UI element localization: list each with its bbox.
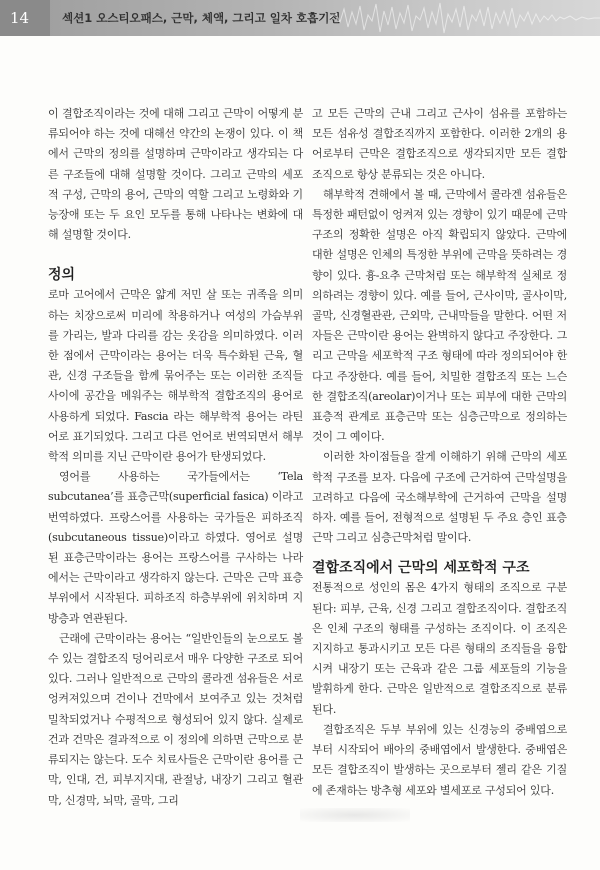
section-heading-definition: 정의 — [48, 267, 76, 284]
paragraph: 고 모든 근막의 근내 그리고 근사이 섬유를 포함하는 모든 섬유성 결합조직까지 포함한다. 이러한 2개의 용어로부터 근막은 결합조직으로 생각되지만 모든 결합조직으로 항상 분류되는 것은 아니다. — [312, 107, 567, 181]
paragraph: 해부학적 견해에서 볼 때, 근막에서 콜라겐 섬유들은 특정한 패턴없이 엉켜져 있는 경향이 있기 때문에 근막 구조의 정확한 설명은 아직 확립되지 않았다. 근막에 대한 설명은 인체의 특정한 부위에 근막을 뜻하려는 경향이 있다. 흉-요추 근막처럼 또는 해부학적 실체로 정의하려는 경향이 있다. 예를 들어, 근사이막, 골사이막, 골막, 신경혈관관, 근외막, 근내막들을 말한다. 어떤 저자들은 근막이란 용어는 완벽하지 않다고 주장한다. 그리고 근막을 세포학적 구조 형태에 따라 정의되어야 한다고 주장한다. 예를 들어, 치밀한 결합조직 또는 느슨한 결합조직(areolar)이거나 또는 피부에 대한 근막의 표층적 관계로 표층근막 또는 심층근막으로 정의하는 것이 그 예이다. — [312, 187, 567, 444]
paragraph: 로마 고어에서 근막은 얇게 저민 살 또는 귀족을 의미하는 치장으로써 미리에 착용하거나 여성의 가슴부위를 가리는, 발과 다리를 감는 옷감을 의미하였다. 이러한 점에서 근막이라는 용어는 더욱 특수화된 근육, 혈관, 신경 구조들을 함께 묶어주는 또는 이러한 조직들 사이에 공간을 메워주는 해부학적 결합조직의 용어로 사용하게 되었다. Fascia 라는 해부학적 용어는 라틴어로 표기되었다. 그리고 다른 언어로 번역되면서 해부학적 의미를 지닌 근막이란 용어가 탄생되었다. — [48, 288, 303, 464]
waveform-decoration — [330, 0, 600, 36]
paragraph: 영어를 사용하는 국가들에서는 ‘Tela subcutanea’를 표층근막(superficial fasica) 이라고 번역하였다. 프랑스어를 사용하는 국가들은 피하조직(subcutaneous tissue)이라고 하였다. 영어로 설명된 표층근막이라는 용어는 프랑스어를 구사하는 나라에서는 근막이라고 생각하지 않는다. 근막은 근막 표층부위에서 시작된다. 피하조직 하층부위에 위치하며 지방층과 연관된다. — [48, 470, 303, 625]
paragraph: 근래에 근막이라는 용어는 “일반인들의 눈으로도 볼 수 있는 결합조직 덩어리로서 매우 다양한 구조로 되어 있다. 그러나 일반적으로 근막의 콜라겐 섬유들은 서로 엉켜져있으며 건이나 건막에서 보여주고 있는 것처럼 밀착되었거나 수평적으로 형성되어 있지 않다. 실제로 건과 건막은 결과적으로 이 정의에 의하면 근막으로 분류되지는 않는다. 도수 치료사들은 근막이란 용어를 근막, 인대, 건, 피부지지대, 관절낭, 내장기 그리고 혈관막, 신경막, 뇌막, 골막, 그리 — [48, 631, 303, 807]
paragraph: 전통적으로 성인의 몸은 4가지 형태의 조직으로 구분된다: 피부, 근육, 신경 그리고 결합조직이다. 결합조직은 인체 구조의 형태를 구성하는 조직이다. 이 조직은 지지하고 통과시키고 모든 다른 형태의 조직들을 융합시켜 내장기 또는 근육과 같은 그룹 세포들의 기능을 발휘하게 한다. 근막은 일반적으로 결합조직으로 분류된다. — [312, 581, 567, 716]
paragraph: 이 결합조직이라는 것에 대해 그리고 근막이 어떻게 분류되어야 하는 것에 대해선 약간의 논쟁이 있다. 이 책에서 근막의 정의를 설명하며 근막이라고 생각되는 다른 구조들에 대해 설명할 것이다. 그리고 근막의 세포적 구성, 근막의 용어, 근막의 역할 그리고 노령화와 기능장애 또는 두 요인 모두를 통해 나타나는 변화에 대해 설명할 것이다. — [48, 107, 303, 242]
left-column — [48, 104, 303, 811]
page-number: 14 — [0, 0, 50, 36]
section-heading-cellular-structure: 결합조직에서 근막의 세포학적 구조 — [312, 560, 530, 577]
right-column — [312, 104, 567, 801]
paragraph: 결합조직은 두부 부위에 있는 신경능의 중배엽으로부터 시작되어 배아의 중배엽에서 발생한다. 중배엽은 모든 결합조직이 발생하는 곳으로부터 젤리 같은 기질에 존재하는 방추형 세포와 별세포로 구성되어 있다. — [312, 722, 567, 797]
print-smudge — [300, 808, 410, 822]
page-header — [0, 0, 600, 36]
paragraph: 이러한 차이점들을 잘게 이해하기 위해 근막의 세포학적 구조를 보자. 다음에 구조에 근거하여 근막설명을 고려하고 다음에 국소해부학에 근거하여 근막을 설명하자. 예를 들어, 전형적으로 설명된 두 주요 층인 표층근막 그리고 심층근막처럼 말이다. — [312, 450, 567, 545]
running-title: 섹션1 오스티오패스, 근막, 체액, 그리고 일차 호흡기전 — [62, 11, 341, 25]
